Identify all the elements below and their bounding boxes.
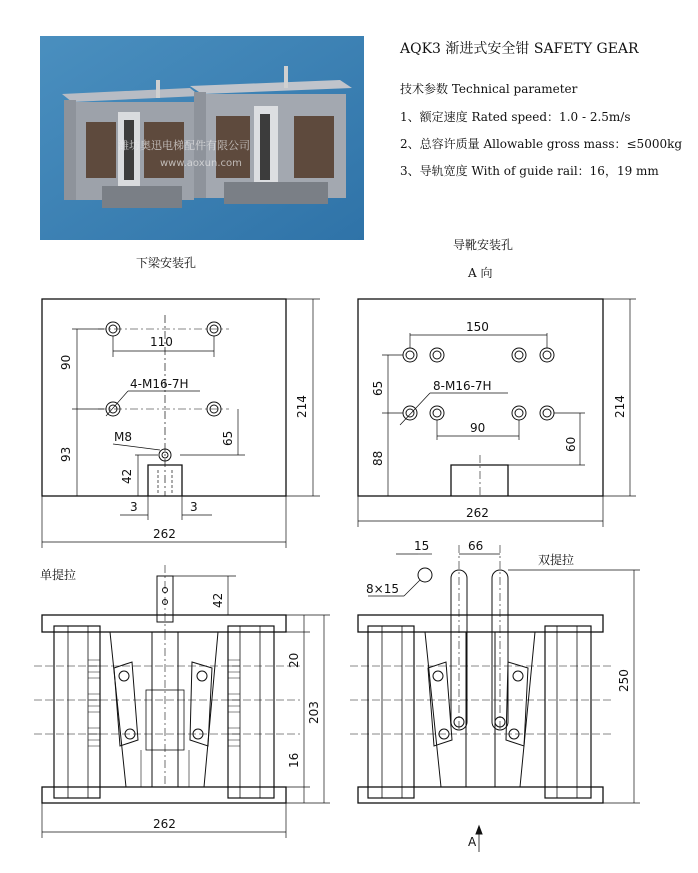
dim-250: 250 bbox=[617, 669, 631, 692]
top-right-view bbox=[358, 299, 636, 527]
dim-93: 93 bbox=[59, 446, 73, 462]
photo-watermark-url: www.aoxun.com bbox=[160, 158, 242, 169]
dim-110: 110 bbox=[150, 335, 173, 349]
dim-90: 90 bbox=[59, 354, 73, 370]
mount-hole bbox=[540, 406, 554, 420]
dim-3-left: 3 bbox=[130, 500, 138, 514]
top-left-view bbox=[42, 299, 320, 548]
dim-150: 150 bbox=[466, 320, 489, 334]
dim-65-right: 65 bbox=[371, 380, 385, 396]
param-heading: 技术参数 Technical parameter bbox=[400, 82, 578, 96]
dim-262-top-left: 262 bbox=[153, 527, 176, 541]
mount-hole bbox=[540, 348, 554, 362]
dim-16: 16 bbox=[287, 752, 301, 768]
dim-3-right: 3 bbox=[190, 500, 198, 514]
spec-rated-speed: 1、额定速度 Rated speed：1.0 - 2.5m/s bbox=[400, 110, 631, 124]
view-subtitle-a-direction: A 向 bbox=[468, 266, 493, 280]
dim-65-left: 65 bbox=[221, 430, 235, 446]
mount-hole bbox=[430, 406, 444, 420]
photo-watermark-company: 潍坊奥迅电梯配件有限公司 bbox=[118, 139, 250, 152]
dim-15: 15 bbox=[414, 539, 430, 553]
dim-60: 60 bbox=[564, 436, 578, 452]
mount-hole bbox=[512, 406, 526, 420]
dim-42-left: 42 bbox=[120, 468, 134, 484]
dim-8x15: 8×15 bbox=[366, 582, 399, 596]
dim-214-right: 214 bbox=[613, 395, 627, 418]
spec-gross-mass: 2、总容许质量 Allowable gross mass：≤5000kg bbox=[400, 137, 683, 151]
dim-214-left: 214 bbox=[295, 395, 309, 418]
dim-203: 203 bbox=[307, 701, 321, 724]
mount-hole bbox=[403, 348, 417, 362]
dim-42-pull: 42 bbox=[211, 592, 225, 608]
dim-20: 20 bbox=[287, 652, 301, 668]
view-title-guide-shoe-holes: 导靴安装孔 bbox=[453, 238, 514, 252]
dim-262-top-right: 262 bbox=[466, 506, 489, 520]
mount-hole bbox=[403, 406, 417, 420]
dim-66: 66 bbox=[468, 539, 484, 553]
view-arrow-a-label: A bbox=[468, 835, 477, 849]
dim-8-m16: 8-M16-7H bbox=[433, 379, 492, 393]
mount-hole bbox=[512, 348, 526, 362]
view-title-double-pull: 双提拉 bbox=[538, 553, 575, 567]
dim-90-right: 90 bbox=[470, 421, 486, 435]
page-title: AQK3 渐进式安全钳 SAFETY GEAR bbox=[400, 41, 639, 57]
dim-m8: M8 bbox=[114, 430, 132, 444]
dim-262-bottom: 262 bbox=[153, 817, 176, 831]
bottom-left-view bbox=[34, 565, 330, 838]
spec-rail-width: 3、导轨宽度 With of guide rail：16，19 mm bbox=[400, 164, 659, 178]
dim-4-m16: 4-M16-7H bbox=[130, 377, 189, 391]
mount-hole bbox=[430, 348, 444, 362]
view-title-bottom-beam-holes: 下梁安装孔 bbox=[136, 256, 197, 270]
dim-88: 88 bbox=[371, 450, 385, 466]
view-title-single-pull: 单提拉 bbox=[40, 568, 77, 582]
